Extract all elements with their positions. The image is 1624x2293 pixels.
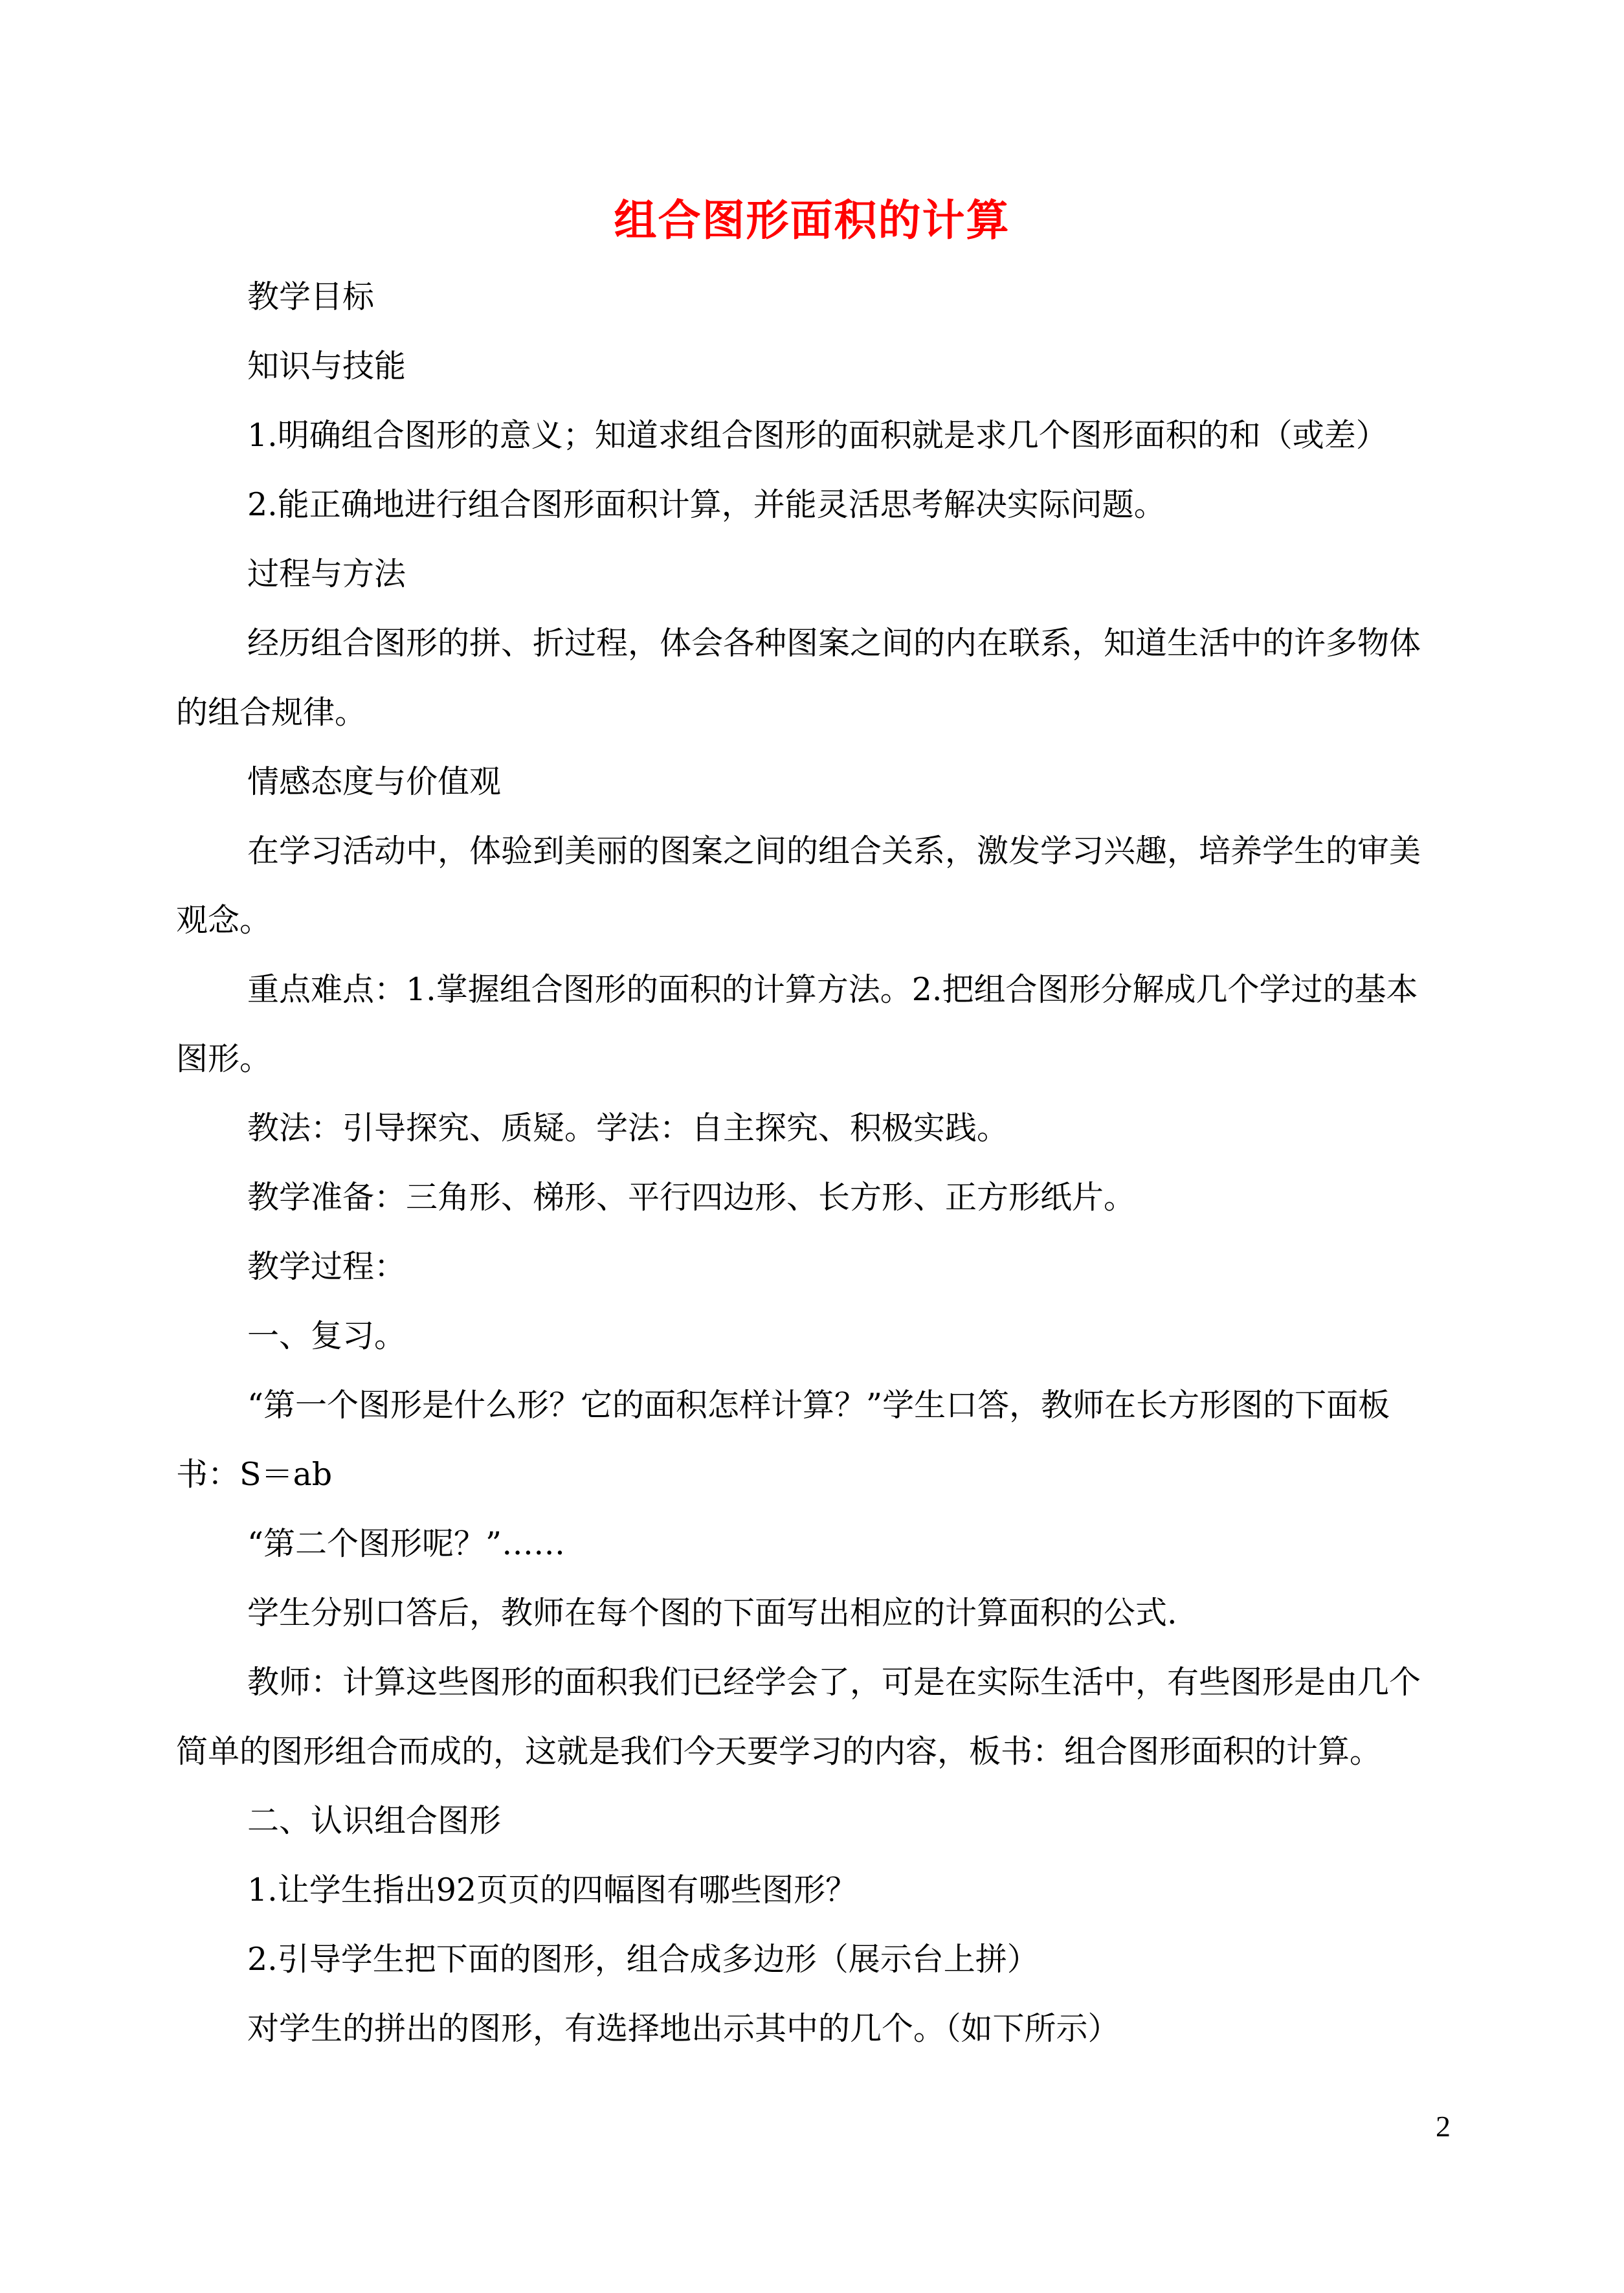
document-body <box>176 262 1448 2063</box>
paragraph: 1.明确组合图形的意义；知道求组合图形的面积就是求几个图形面积的和（或差） <box>247 417 1388 454</box>
document-title: 组合图形面积的计算 <box>614 195 1010 245</box>
paragraph: 2.能正确地进行组合图形面积计算，并能灵活思考解决实际问题。 <box>247 486 1166 523</box>
paragraph: 教师：计算这些图形的面积我们已经学会了，可是在实际生活中，有些图形是由几个简单的图形组合而成的，这就是我们今天要学习的内容，板书：组合图形面积的计算。 <box>176 1664 1421 1770</box>
paragraph: 经历组合图形的拼、折过程，体会各种图案之间的内在联系，知道生活中的许多物体的组合规律。 <box>176 625 1421 731</box>
paragraph: 学生分别口答后，教师在每个图的下面写出相应的计算面积的公式. <box>247 1594 1177 1631</box>
paragraph: 情感态度与价值观 <box>247 763 502 800</box>
paragraph: 知识与技能 <box>247 348 406 385</box>
paragraph: 二、认识组合图形 <box>247 1802 502 1839</box>
paragraph: 重点难点：1.掌握组合图形的面积的计算方法。2.把组合图形分解成几个学过的基本图形。 <box>176 971 1418 1077</box>
paragraph: 教学过程： <box>247 1248 406 1285</box>
paragraph: 教法：引导探究、质疑。学法：自主探究、积极实践。 <box>247 1110 1009 1146</box>
paragraph: “第一个图形是什么形？它的面积怎样计算？”学生口答，教师在长方形图的下面板书：S＝ab <box>176 1387 1390 1493</box>
page-number: 2 <box>1436 2110 1451 2143</box>
paragraph: 一、复习。 <box>247 1317 406 1354</box>
paragraph: 在学习活动中，体验到美丽的图案之间的组合关系，激发学习兴趣，培养学生的审美观念。 <box>176 833 1421 939</box>
paragraph: 过程与方法 <box>247 555 406 592</box>
paragraph: 对学生的拼出的图形，有选择地出示其中的几个。（如下所示） <box>247 2010 1120 2047</box>
paragraph: 1.让学生指出92页页的四幅图有哪些图形？ <box>247 1872 858 1908</box>
paragraph: 2.引导学生把下面的图形，组合成多边形（展示台上拼） <box>247 1941 1039 1978</box>
paragraph: “第二个图形呢？”…… <box>247 1525 566 1562</box>
paragraph: 教学准备：三角形、梯形、平行四边形、长方形、正方形纸片。 <box>247 1179 1136 1216</box>
paragraph: 教学目标 <box>247 278 375 315</box>
